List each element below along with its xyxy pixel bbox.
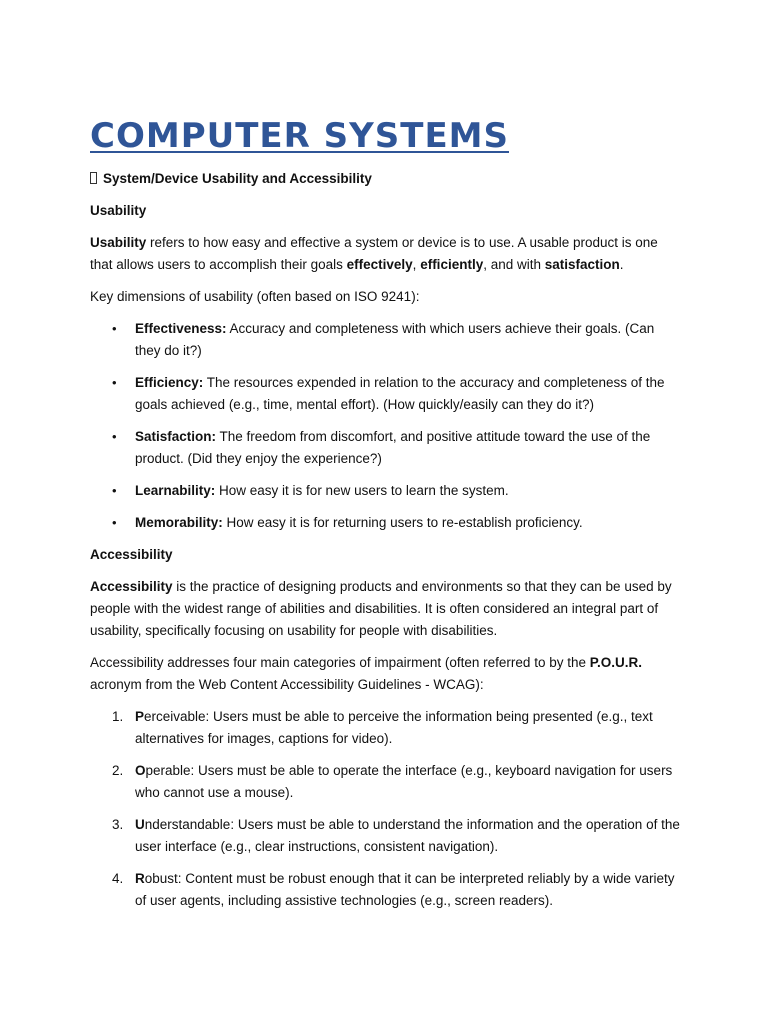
list-item: 4. Robust: Content must be robust enough that it can be interpreted reliably by a wide variety of user agents, including assistive technologies (e.g., screen readers). xyxy=(90,868,682,912)
pour-principles-list xyxy=(90,706,682,912)
pour-intro-paragraph: Accessibility addresses four main categories of impairment (often referred to by the P.O.U.R. acronym from the Web Content Accessibility Guidelines - WCAG): xyxy=(90,655,643,692)
list-item: 2. Operable: Users must be able to operate the interface (e.g., keyboard navigation for users who cannot use a mouse). xyxy=(90,760,682,804)
list-number: 3. xyxy=(112,817,124,832)
list-number: 1. xyxy=(112,709,124,724)
document-content xyxy=(90,112,682,922)
bullet-icon: • xyxy=(112,483,117,498)
document-title: COMPUTER SYSTEMS xyxy=(90,116,509,156)
list-item: • Effectiveness: Accuracy and completeness with which users achieve their goals. (Can they do it?) xyxy=(90,318,682,362)
list-item: • Learnability: How easy it is for new users to learn the system. xyxy=(90,480,682,502)
bullet-icon: • xyxy=(112,515,117,530)
usability-heading: Usability xyxy=(90,203,147,218)
list-item: • Efficiency: The resources expended in relation to the accuracy and completeness of the goals achieved (e.g., time, mental effort). (How quickly/easily can they do it?) xyxy=(90,372,682,416)
usability-intro-paragraph: Usability refers to how easy and effective a system or device is to use. A usable product is one that allows users to accomplish their goals effectively, efficiently, and with satisfaction. xyxy=(90,235,658,272)
usability-dimensions-list xyxy=(90,318,682,534)
dimensions-intro: Key dimensions of usability (often based on ISO 9241): xyxy=(90,289,420,304)
list-number: 2. xyxy=(112,763,124,778)
list-item: 1. Perceivable: Users must be able to perceive the information being presented (e.g., text alternatives for images, captions for video). xyxy=(90,706,682,750)
bullet-icon: • xyxy=(112,321,117,336)
list-item: 3. Understandable: Users must be able to understand the information and the operation of the user interface (e.g., clear instructions, consistent navigation). xyxy=(90,814,682,858)
accessibility-intro-paragraph: Accessibility is the practice of designing products and environments so that they can be used by people with the widest range of abilities and disabilities. It is often considered an integral part of usability, specifically focusing on usability for people with disabilities. xyxy=(90,579,672,638)
list-number: 4. xyxy=(112,871,124,886)
list-item: • Memorability: How easy it is for returning users to re-establish proficiency. xyxy=(90,512,682,534)
missing-glyph-icon xyxy=(90,172,97,184)
accessibility-heading: Accessibility xyxy=(90,547,173,562)
section-subtitle: System/Device Usability and Accessibility xyxy=(90,168,682,190)
bullet-icon: • xyxy=(112,429,117,444)
list-item: • Satisfaction: The freedom from discomfort, and positive attitude toward the use of the product. (Did they enjoy the experience?) xyxy=(90,426,682,470)
bullet-icon: • xyxy=(112,375,117,390)
